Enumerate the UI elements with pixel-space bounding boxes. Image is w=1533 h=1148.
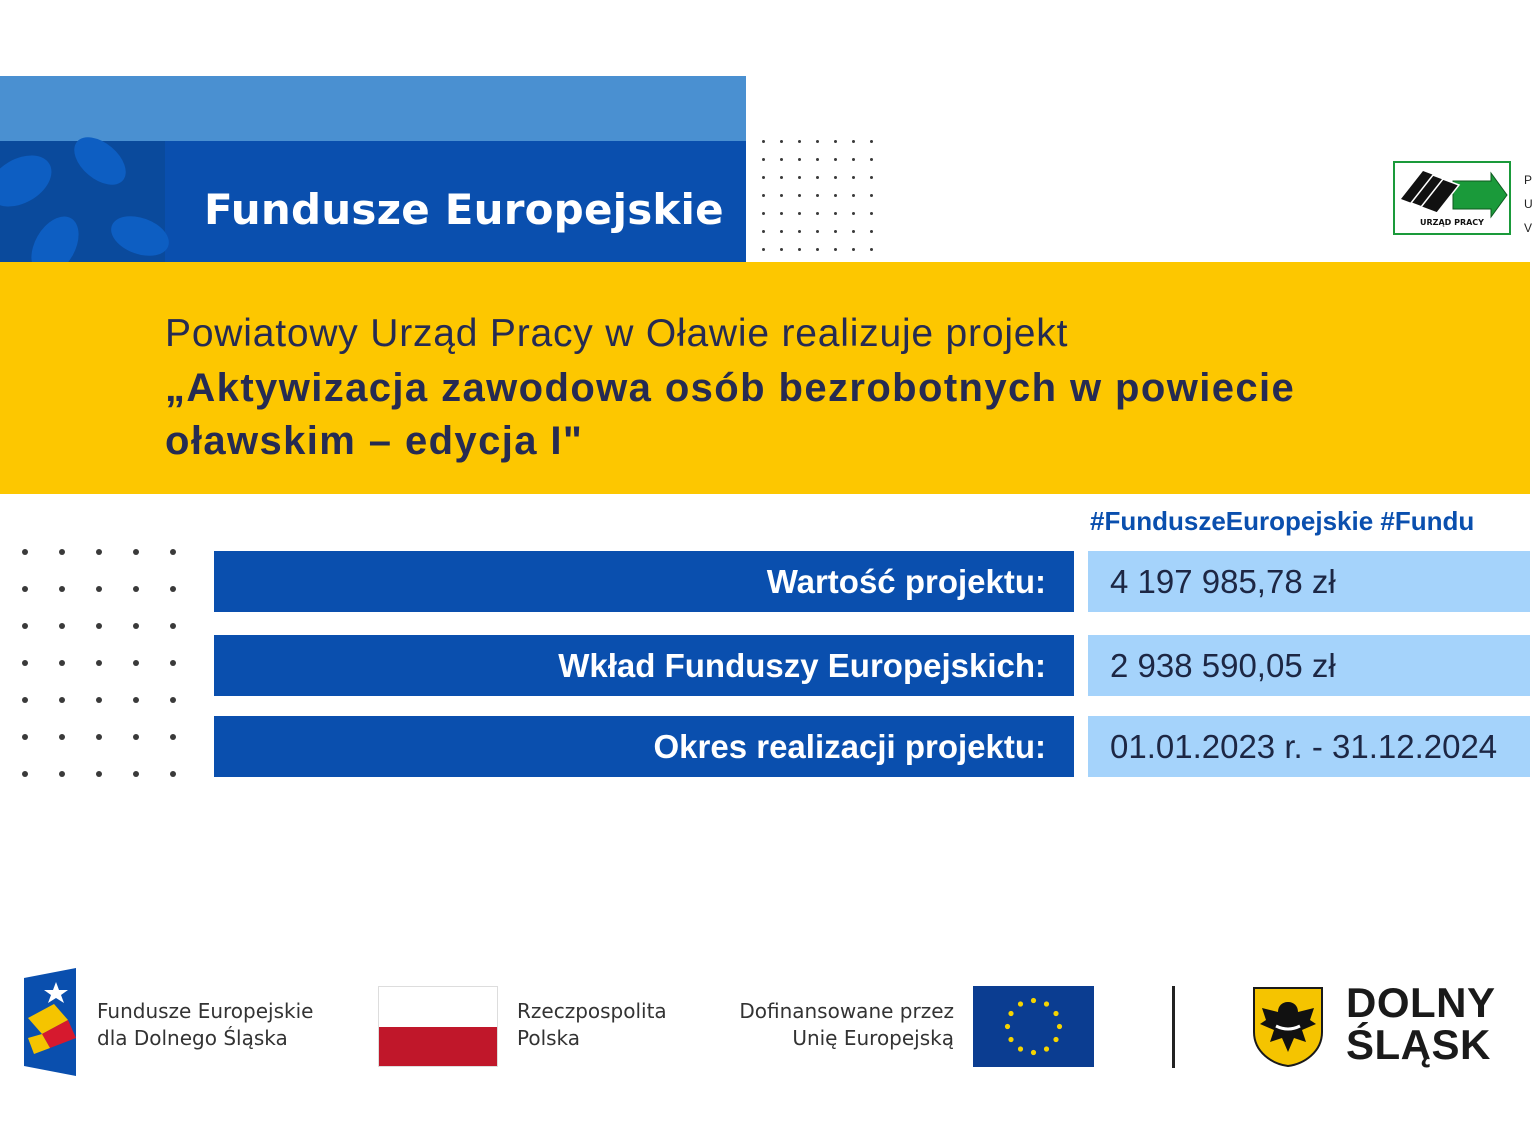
footer-divider	[1172, 986, 1175, 1068]
rzeczpospolita-text	[517, 998, 667, 1052]
decoration-dot	[59, 549, 65, 555]
eu-star-icon	[1018, 1046, 1023, 1051]
eu-line: Dofinansowane przez	[739, 999, 954, 1023]
ds-line: ŚLĄSK	[1346, 1021, 1491, 1068]
project-value: 4 197 985,78 zł	[1088, 551, 1530, 612]
decoration-dot	[852, 230, 855, 233]
polish-flag-icon	[378, 986, 498, 1067]
decoration-dot	[816, 194, 819, 197]
eu-contribution-value: 2 938 590,05 zł	[1088, 635, 1530, 696]
eu-star-icon	[1031, 998, 1036, 1003]
eu-star-icon	[1005, 1024, 1010, 1029]
decoration-dot	[22, 771, 28, 777]
decoration-dot	[133, 734, 139, 740]
fe-dolny-slask-logo-icon	[24, 968, 80, 1076]
eu-star-icon	[1018, 1001, 1023, 1006]
decoration-dot	[798, 158, 801, 161]
decoration-dot	[834, 158, 837, 161]
side-letter: V	[1524, 221, 1533, 235]
decoration-dot	[780, 248, 783, 251]
eu-line: Unię Europejską	[792, 1026, 954, 1050]
decoration-dot	[22, 586, 28, 592]
project-title-line: oławskim – edycja I"	[165, 419, 584, 463]
decoration-dot	[798, 230, 801, 233]
decoration-dot	[170, 771, 176, 777]
decoration-dot	[22, 549, 28, 555]
decoration-dot	[816, 158, 819, 161]
decoration-dot	[852, 158, 855, 161]
decoration-dot	[780, 176, 783, 179]
decoration-dot	[852, 194, 855, 197]
decoration-dot	[852, 248, 855, 251]
eu-star-icon	[1008, 1037, 1013, 1042]
decoration-dot	[834, 176, 837, 179]
decoration-dot	[59, 697, 65, 703]
decoration-dot	[96, 549, 102, 555]
eu-star-icon	[1053, 1037, 1058, 1042]
decoration-dot	[133, 697, 139, 703]
decoration-dot	[798, 176, 801, 179]
eu-star-icon	[1057, 1024, 1062, 1029]
urzad-pracy-logo	[1393, 161, 1511, 235]
decoration-dot	[870, 176, 873, 179]
banner-top-stripe	[0, 76, 746, 141]
decoration-dot	[59, 660, 65, 666]
decoration-dot	[816, 212, 819, 215]
decoration-dot	[834, 140, 837, 143]
decoration-dot	[780, 194, 783, 197]
decoration-dot	[170, 623, 176, 629]
decoration-dot	[870, 212, 873, 215]
side-letter: U	[1524, 197, 1533, 211]
decoration-dot	[834, 212, 837, 215]
decoration-dot	[870, 140, 873, 143]
decoration-dot	[170, 734, 176, 740]
decoration-dot	[133, 660, 139, 666]
dot-grid-decoration-top	[762, 140, 873, 251]
project-value-label: Wartość projektu:	[214, 551, 1074, 612]
decoration-dot	[133, 586, 139, 592]
decoration-dot	[798, 248, 801, 251]
dot-grid-decoration-left	[22, 549, 176, 777]
rp-line: Polska	[517, 1026, 581, 1050]
decoration-dot	[762, 158, 765, 161]
eu-contribution-label: Wkład Funduszy Europejskich:	[214, 635, 1074, 696]
project-title	[165, 362, 1485, 468]
eu-star-icon	[1044, 1001, 1049, 1006]
decoration-dot	[133, 623, 139, 629]
fe-dolny-slask-text	[97, 998, 313, 1052]
dolny-slask-eagle-icon	[1252, 986, 1324, 1068]
decoration-dot	[96, 697, 102, 703]
eu-star-icon	[1008, 1011, 1013, 1016]
project-period-value: 01.01.2023 r. - 31.12.2024	[1088, 716, 1530, 777]
decoration-dot	[834, 230, 837, 233]
decoration-dot	[59, 623, 65, 629]
decoration-dot	[22, 660, 28, 666]
urzad-pracy-arrow-icon	[1395, 163, 1509, 223]
decoration-dot	[780, 212, 783, 215]
decoration-dot	[870, 230, 873, 233]
banner-title: Fundusze Europejskie	[204, 185, 724, 234]
decoration-dot	[170, 697, 176, 703]
decoration-dot	[22, 734, 28, 740]
decoration-dot	[762, 230, 765, 233]
decoration-dot	[133, 771, 139, 777]
decoration-dot	[780, 140, 783, 143]
decoration-dot	[834, 194, 837, 197]
decoration-dot	[834, 248, 837, 251]
eu-star-icon	[1044, 1046, 1049, 1051]
urzad-pracy-side-text	[1524, 168, 1533, 240]
decoration-dot	[852, 176, 855, 179]
urzad-pracy-label: URZĄD PRACY	[1420, 218, 1484, 227]
decoration-dot	[762, 248, 765, 251]
decoration-dot	[59, 734, 65, 740]
decoration-dot	[870, 194, 873, 197]
decoration-dot	[816, 248, 819, 251]
decoration-dot	[96, 771, 102, 777]
decoration-dot	[22, 697, 28, 703]
decoration-dot	[170, 549, 176, 555]
decoration-dot	[22, 623, 28, 629]
decoration-dot	[762, 194, 765, 197]
decoration-dot	[852, 140, 855, 143]
project-period-label: Okres realizacji projektu:	[214, 716, 1074, 777]
intro-text: Powiatowy Urząd Pracy w Oławie realizuje projekt	[165, 312, 1069, 355]
decoration-dot	[870, 158, 873, 161]
decoration-dot	[780, 158, 783, 161]
decoration-dot	[816, 230, 819, 233]
decoration-dot	[170, 660, 176, 666]
decoration-dot	[762, 140, 765, 143]
decoration-dot	[96, 623, 102, 629]
decoration-dot	[762, 176, 765, 179]
decoration-dot	[780, 230, 783, 233]
decoration-dot	[798, 194, 801, 197]
decoration-dot	[96, 586, 102, 592]
dolny-slask-text	[1346, 979, 1496, 1068]
decoration-dot	[816, 176, 819, 179]
decoration-dot	[852, 212, 855, 215]
decoration-dot	[170, 586, 176, 592]
decoration-dot	[96, 660, 102, 666]
fe-logo-line: Fundusze Europejskie	[97, 999, 314, 1023]
decoration-dot	[798, 212, 801, 215]
project-title-line: „Aktywizacja zawodowa osób bezrobotnych w powiecie	[165, 366, 1296, 410]
rp-line: Rzeczpospolita	[517, 999, 667, 1023]
eu-star-icon	[1031, 1050, 1036, 1055]
decoration-dot	[59, 586, 65, 592]
decoration-dot	[762, 212, 765, 215]
ds-line: DOLNY	[1346, 979, 1496, 1026]
side-letter: P	[1524, 173, 1533, 187]
fundusze-europejskie-banner	[0, 76, 746, 286]
decoration-dot	[816, 140, 819, 143]
eu-flag-icon	[973, 986, 1094, 1067]
decoration-dot	[870, 248, 873, 251]
fe-logo-line: dla Dolnego Śląska	[97, 1026, 288, 1050]
eu-star-icon	[1053, 1011, 1058, 1016]
decoration-dot	[133, 549, 139, 555]
decoration-dot	[59, 771, 65, 777]
eu-cofinanced-text	[726, 998, 954, 1052]
decoration-dot	[798, 140, 801, 143]
hashtag-text: #FunduszeEuropejskie #Fundu	[1090, 506, 1475, 536]
decoration-dot	[96, 734, 102, 740]
